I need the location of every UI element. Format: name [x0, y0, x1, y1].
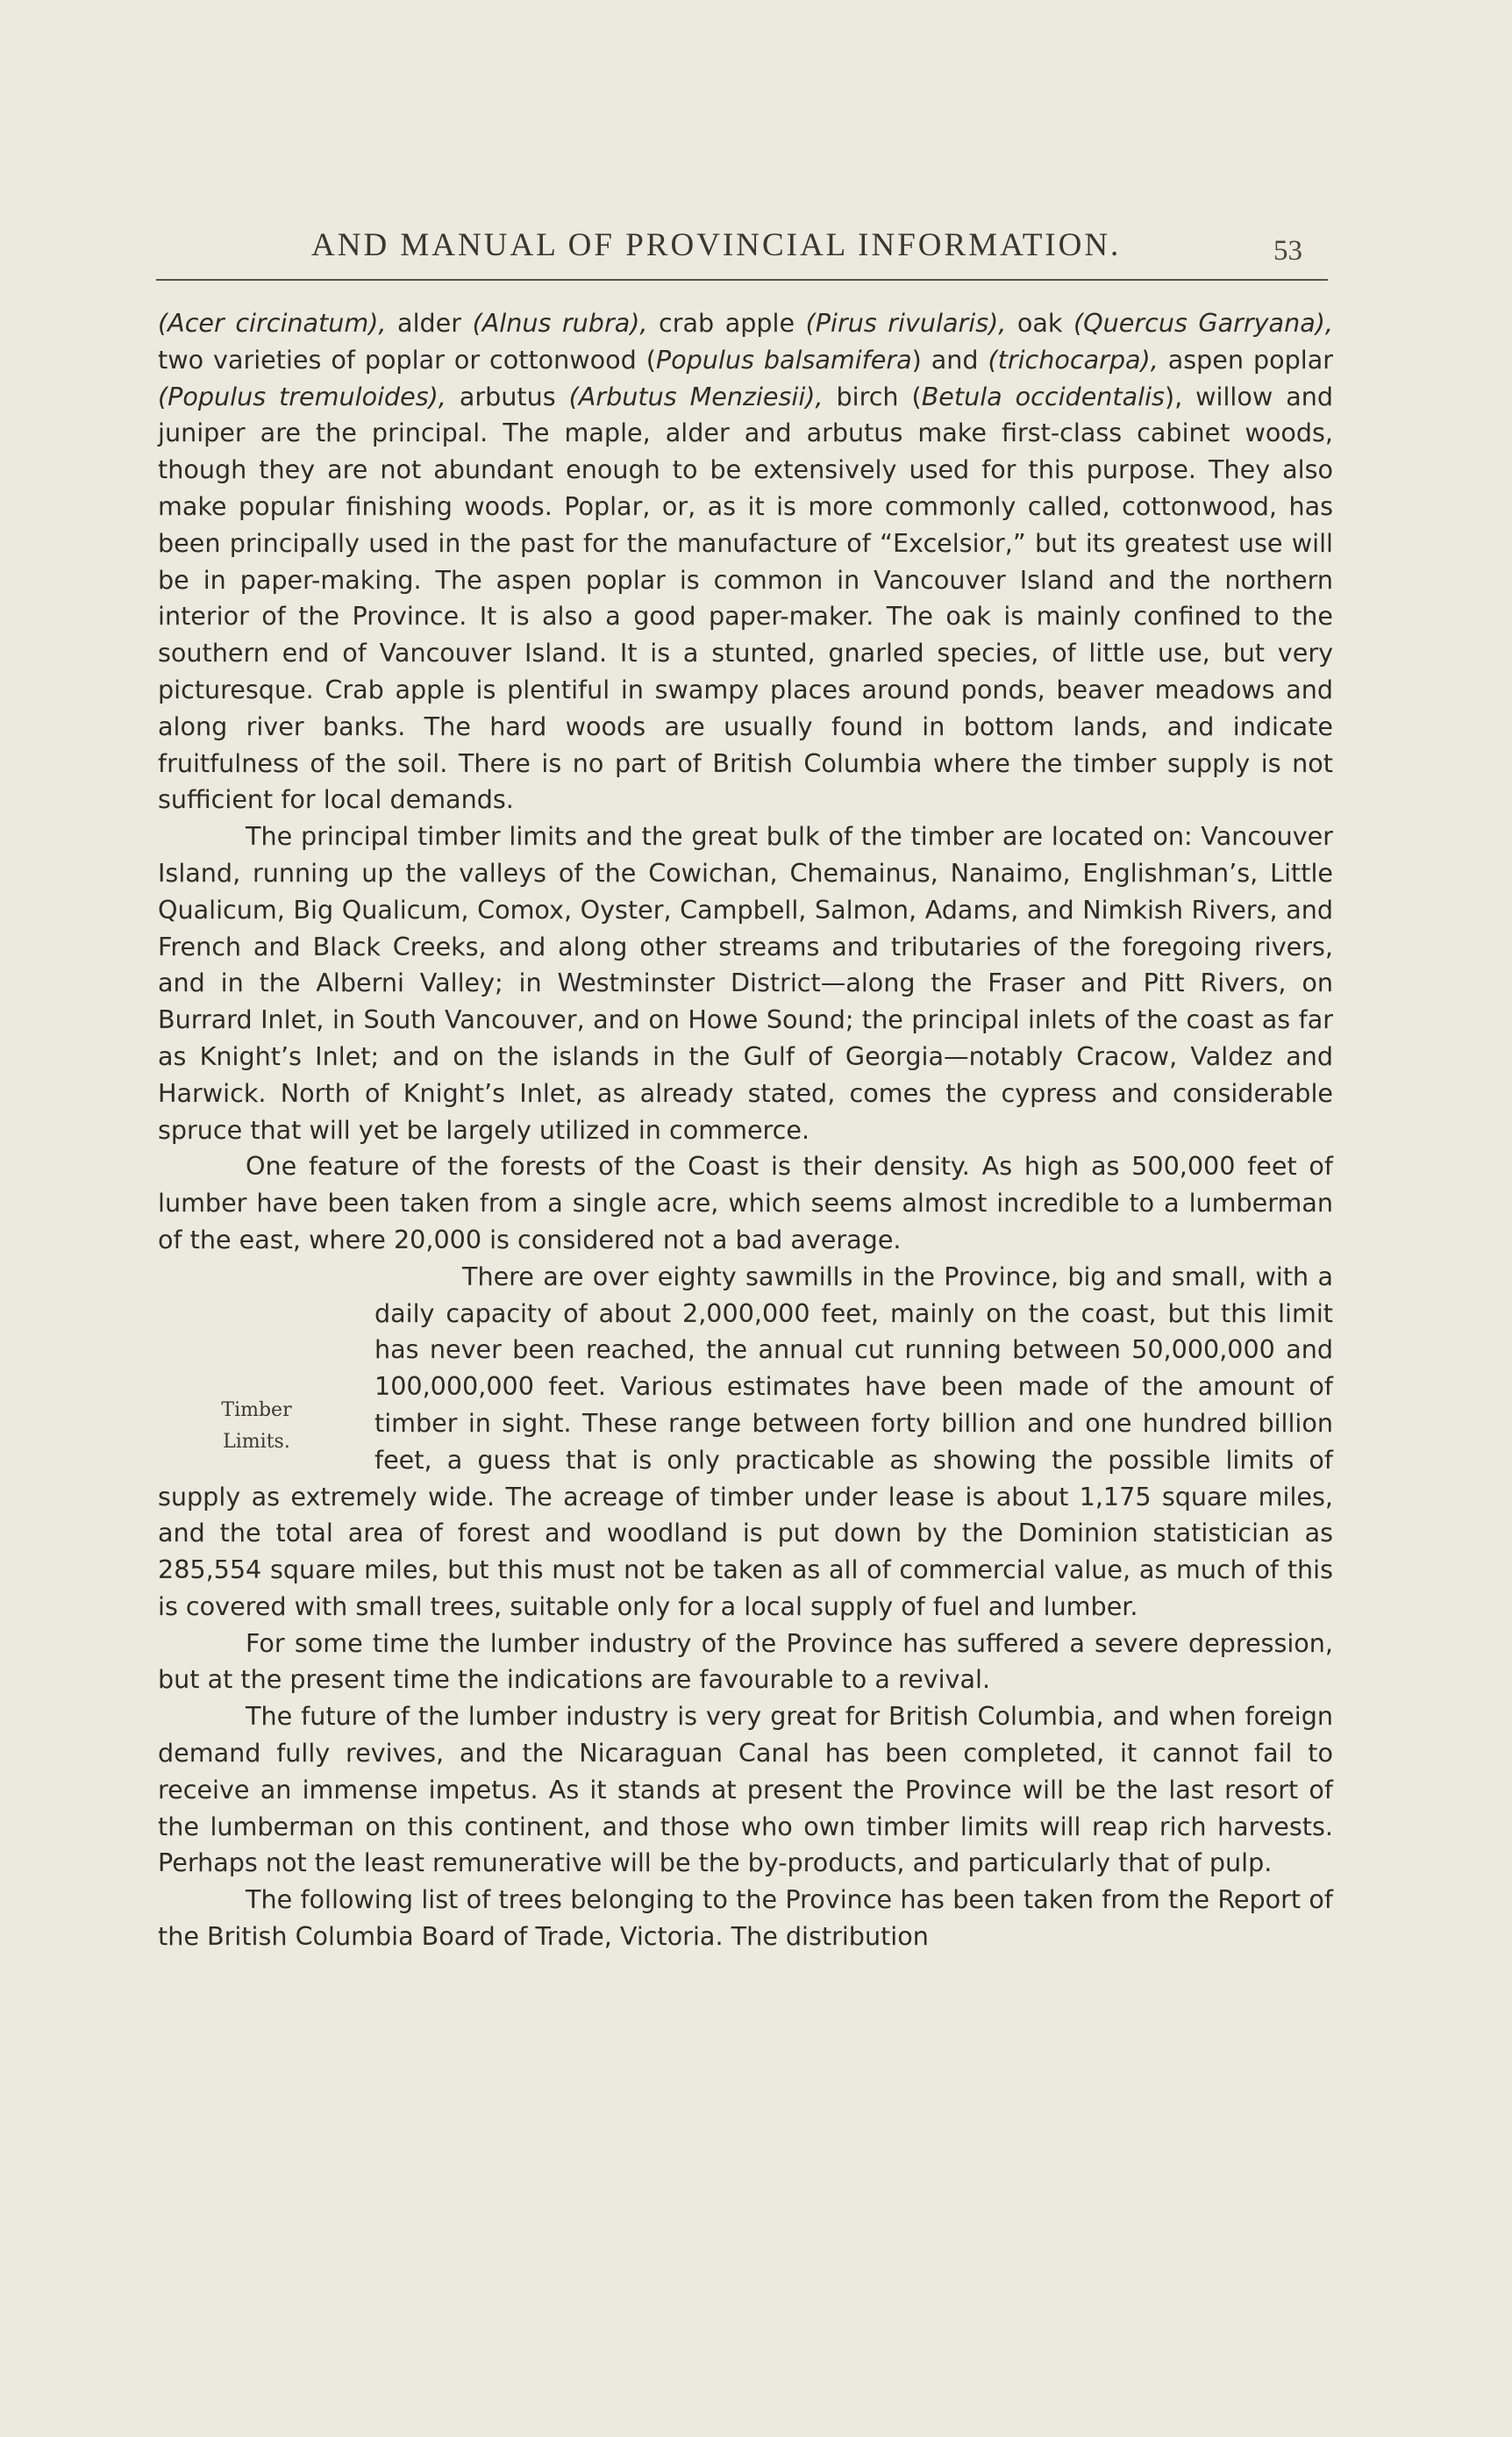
header-rule	[156, 279, 1328, 281]
paragraph-tree-list: The following list of trees belonging to the Province has been taken from the Report of the British Columbia Board of Trade, Victoria. The distribution	[158, 1884, 1333, 1952]
paragraph-sawmills: There are over eighty sawmills in the Province, big and small, with a daily capacity of about 2,000,000 feet, mainly on the coast, but this limit has never been reached, the annual cut running between 50,000,000 and 100,000,000 feet. Various estimates have been made of the amount of timber in sight. These range between forty billion and one hundred billion feet, a guess that is only practicable as showing the possible limits of supply as extremely wide. The acreage of timber under lease is about 1,175 square miles, and the total area of forest and woodland is put down by the Dominion statistician as 285,554 square miles, but this must not be taken as all of commercial value, as much of this is covered with small trees, suitable only for a local supply of fuel and lumber.	[158, 1261, 1333, 1621]
latin-name: (Alnus rubra),	[472, 308, 648, 338]
margin-note-timber-limits: Timber Limits.	[221, 1398, 292, 1453]
paragraph-future: The future of the lumber industry is very great for British Columbia, and when foreign demand fully revives, and the Nicaraguan Canal has been completed, it cannot fail to receive an immense impetus. As it stands at present the Province will be the last resort of the lumberman on this continent, and those who own timber limits will reap rich harvests. Perhaps not the least remunerative will be the by-products, and particularly that of pulp.	[158, 1701, 1333, 1878]
paragraph-depression: For some time the lumber industry of the Province has suffered a severe depression, but at the present time the indications are favourable to a revival.	[158, 1627, 1333, 1695]
paragraph-tree-species: (Acer circinatum), alder (Alnus rubra), crab apple (Pirus rivularis), oak (Quercus Garryana), two varieties of poplar or cottonwood (Populus balsamifera) and (trichocarpa), aspen poplar (Populus tremuloides), arbutus (Arbutus Menziesii), birch (Betula occidentalis), willow and juniper are the principal. The maple, alder and arbutus make first-class cabinet woods, though they are not abundant enough to be extensively used for this purpose. They also make popular finishing woods. Poplar, or, as it is more commonly called, cottonwood, has been principally used in the past for the manufacture of “Excelsior,” but its greatest use will be in paper-making. The aspen poplar is common in Vancouver Island and the northern interior of the Province. It is also a good paper-maker. The oak is mainly confined to the southern end of Vancouver Island. It is a stunted, gnarled species, of little use, but very picturesque. Crab apple is plentiful in swampy places around ponds, beaver meadows and along river banks. The hard woods are usually found in bottom lands, and indicate fruitfulness of the soil. There is no part of British Columbia where the timber supply is not sufficient for local demands.	[158, 308, 1334, 815]
paragraph-forest-density: One feature of the forests of the Coast is their density. As high as 500,000 feet of lumber have been taken from a single acre, which seems almost incredible to a lumberman of the east, where 20,000 is considered not a bad average.	[158, 1151, 1333, 1254]
latin-name: (Acer circinatum),	[158, 308, 387, 338]
latin-name: (Pirus rivularis),	[805, 308, 1007, 338]
body-text	[158, 305, 1333, 1955]
latin-name: (Arbutus Menziesii),	[568, 381, 824, 411]
latin-name: (trichocarpa),	[988, 344, 1159, 375]
latin-name: (Populus tremuloides),	[158, 381, 446, 411]
latin-name: (Quercus Garryana),	[1073, 308, 1333, 338]
running-head: AND MANUAL OF PROVINCIAL INFORMATION.	[311, 227, 1122, 263]
latin-name: Betula occidentalis	[921, 381, 1165, 411]
latin-name: Populus balsamifera	[655, 344, 912, 375]
paragraph-timber-locations: The principal timber limits and the great bulk of the timber are located on: Vancouver Island, running up the valleys of the Cowichan, Chemainus, Nanaimo, Englishman’s, Little Qualicum, Big Qualicum, Comox, Oyster, Campbell, Salmon, Adams, and Nimkish Rivers, and French and Black Creeks, and along other streams and tributaries of the foregoing rivers, and in the Alberni Valley; in Westminster District—along the Fraser and Pitt Rivers, on Burrard Inlet, in South Vancouver, and on Howe Sound; the principal inlets of the coast as far as Knight’s Inlet; and on the islands in the Gulf of Georgia—notably Cracow, Valdez and Harwick. North of Knight’s Inlet, as already stated, comes the cypress and considerable spruce that will yet be largely utilized in commerce.	[158, 821, 1333, 1145]
page-number: 53	[1273, 235, 1302, 267]
